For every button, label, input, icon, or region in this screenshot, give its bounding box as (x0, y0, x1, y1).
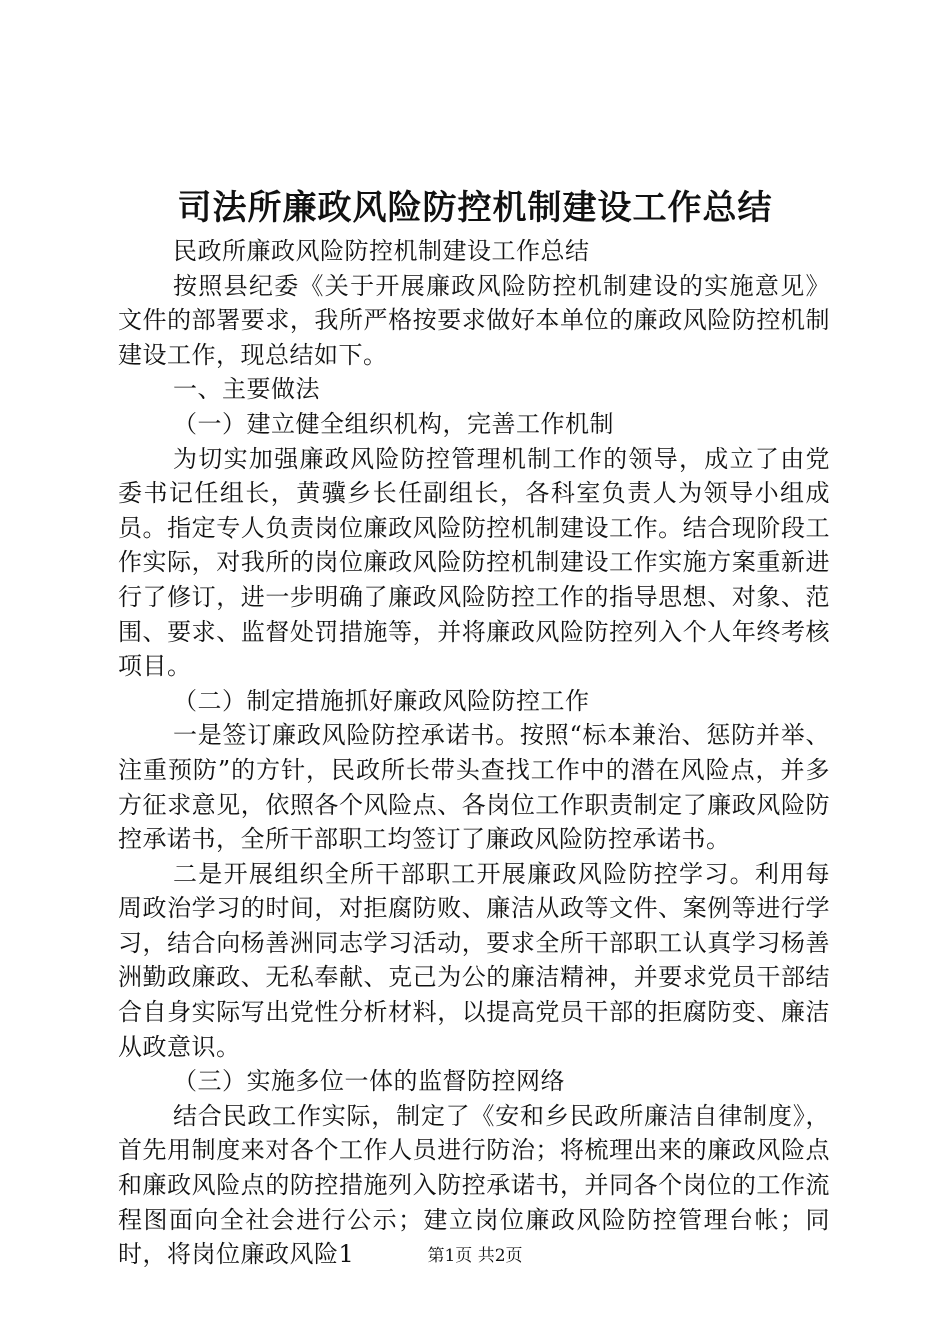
section-heading-main-practices: 一、主要做法 (173, 375, 320, 404)
subsection-heading-2: （二）制定措施抓好廉政风险防控工作 (173, 686, 590, 715)
paragraph-intro: 按照县纪委《关于开展廉政风险防控机制建设的实施意见》文件的部署要求，我所严格按要求做好本单位的廉政风险防控机制建设工作，现总结如下。 (118, 271, 830, 369)
paragraph-subtitle: 民政所廉政风险防控机制建设工作总结 (173, 237, 590, 265)
subsection-heading-1: （一）建立健全组织机构，完善工作机制 (173, 409, 614, 438)
page-footer: 第1页 共2页 (427, 1246, 523, 1266)
document-body (118, 234, 830, 1272)
paragraph-supervision: 结合民政工作实际，制定了《安和乡民政所廉洁自律制度》，首先用制度来对各个工作人员进行防治；将梳理出来的廉政风险点和廉政风险点的防控措施列入防控承诺书，并同各个岗位的工作流程图面向全社会进行公示；建立岗位廉政风险防控管理台帐；同时，将岗位廉政风险1 (118, 1101, 830, 1269)
paragraph-organization: 为切实加强廉政风险防控管理机制工作的领导，成立了由党委书记任组长，黄骥乡长任副组长，各科室负责人为领导小组成员。指定专人负责岗位廉政风险防控机制建设工作。结合现阶段工作实际，对我所的岗位廉政风险防控机制建设工作实施方案重新进行了修订，进一步明确了廉政风险防控工作的指导思想、对象、范围、要求、监督处罚措施等，并将廉政风险防控列入个人年终考核项目。 (118, 444, 830, 681)
document-title: 司法所廉政风险防控机制建设工作总结 (177, 188, 773, 228)
paragraph-commitment: 一是签订廉政风险防控承诺书。按照“标本兼治、惩防并举、注重预防”的方针，民政所长带头查找工作中的潜在风险点，并多方征求意见，依照各个风险点、各岗位工作职责制定了廉政风险防控承诺书，全所干部职工均签订了廉政风险防控承诺书。 (118, 721, 830, 854)
subsection-heading-3: （三）实施多位一体的监督防控网络 (173, 1067, 565, 1096)
paragraph-study: 二是开展组织全所干部职工开展廉政风险防控学习。利用每周政治学习的时间，对拒腐防败、廉洁从政等文件、案例等进行学习，结合向杨善洲同志学习活动，要求全所干部职工认真学习杨善洲勤政廉政、无私奉献、克己为公的廉洁精神，并要求党员干部结合自身实际写出党性分析材料，以提高党员干部的拒腐防变、廉洁从政意识。 (118, 859, 830, 1061)
